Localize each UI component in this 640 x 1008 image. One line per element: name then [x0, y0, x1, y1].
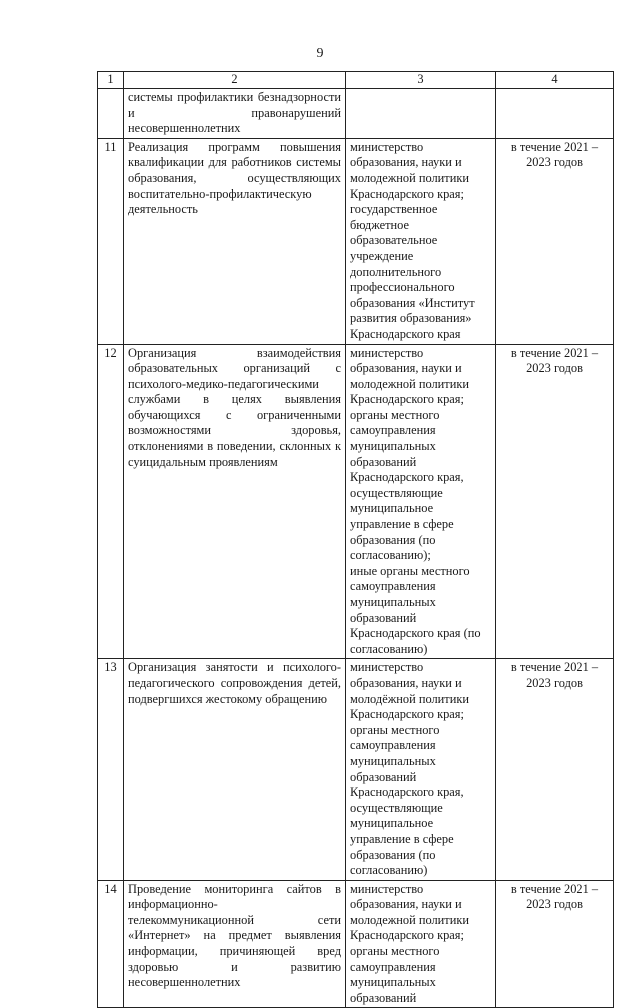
- term-text: в течение 2021 – 2023 годов: [496, 659, 614, 880]
- executors-cell: [346, 880, 496, 1008]
- executor-item: министерство образования, науки и молодёжной политики Краснодарского края;: [350, 660, 469, 722]
- table-row: [98, 880, 614, 1008]
- executor-item: министерство образования, науки и молодежной политики Краснодарского края;: [350, 139, 469, 201]
- executor-item: органы местного самоуправления муниципальных образований: [350, 944, 440, 1005]
- column-header: 1: [98, 72, 124, 89]
- term-text: в течение 2021 – 2023 годов: [496, 880, 614, 1008]
- table-row: [98, 659, 614, 880]
- term-text: [496, 89, 614, 139]
- table-row: [98, 89, 614, 139]
- executor-item: государственное бюджетное образовательное учреждение дополнительного профессионального образования «Институт развития образования» Краснодарского края: [350, 202, 475, 341]
- term-text: в течение 2021 – 2023 годов: [496, 344, 614, 659]
- measure-text: Организация взаимодействия образовательных организаций с психолого-медико-педагогическими службами в целях выявления обучающихся с ограниченными возможностями здоровья, отклонениями в поведении, склонных к суицидальным проявлениям: [124, 344, 346, 659]
- measure-text: Реализация программ повышения квалификации для работников системы образования, осуществляющих воспитательно-профилактическую деятельность: [124, 138, 346, 344]
- row-number: 14: [98, 880, 124, 1008]
- row-number: 11: [98, 138, 124, 344]
- executor-item: иные органы местного самоуправления муниципальных образований Краснодарского края (по согласованию): [350, 563, 481, 656]
- executor-item: органы местного самоуправления муниципальных образований Краснодарского края, осуществляющие муниципальное управление в сфере образования (по согласованию);: [350, 407, 464, 563]
- page-number: 9: [316, 46, 324, 61]
- table-row: [98, 344, 614, 659]
- executors-cell: [346, 138, 496, 344]
- column-header: 3: [346, 72, 496, 89]
- measures-table: [97, 71, 614, 1008]
- term-text: в течение 2021 – 2023 годов: [496, 138, 614, 344]
- table-header-row: [98, 72, 614, 89]
- row-number: 12: [98, 344, 124, 659]
- executor-item: министерство образования, науки и молодежной политики Краснодарского края;: [350, 881, 469, 943]
- row-number: 13: [98, 659, 124, 880]
- measure-text: Проведение мониторинга сайтов в информационно-телекоммуникационной сети «Интернет» на предмет выявления информации, причиняющей вред здоровью и развитию несовершеннолетних: [124, 880, 346, 1008]
- executors-cell: [346, 89, 496, 139]
- column-header: 2: [124, 72, 346, 89]
- executor-item: органы местного самоуправления муниципальных образований Краснодарского края, осуществляющие муниципальное управление в сфере образования (по согласованию): [350, 722, 464, 878]
- executor-item: министерство образования, науки и молодежной политики Краснодарского края;: [350, 345, 469, 407]
- table-row: [98, 138, 614, 344]
- executors-cell: [346, 344, 496, 659]
- measure-text: Организация занятости и психолого-педагогического сопровождения детей, подвергшихся жестокому обращению: [124, 659, 346, 880]
- row-number: [98, 89, 124, 139]
- measure-text: системы профилактики безнадзорности и правонарушений несовершеннолетних: [124, 89, 346, 139]
- column-header: 4: [496, 72, 614, 89]
- executors-cell: [346, 659, 496, 880]
